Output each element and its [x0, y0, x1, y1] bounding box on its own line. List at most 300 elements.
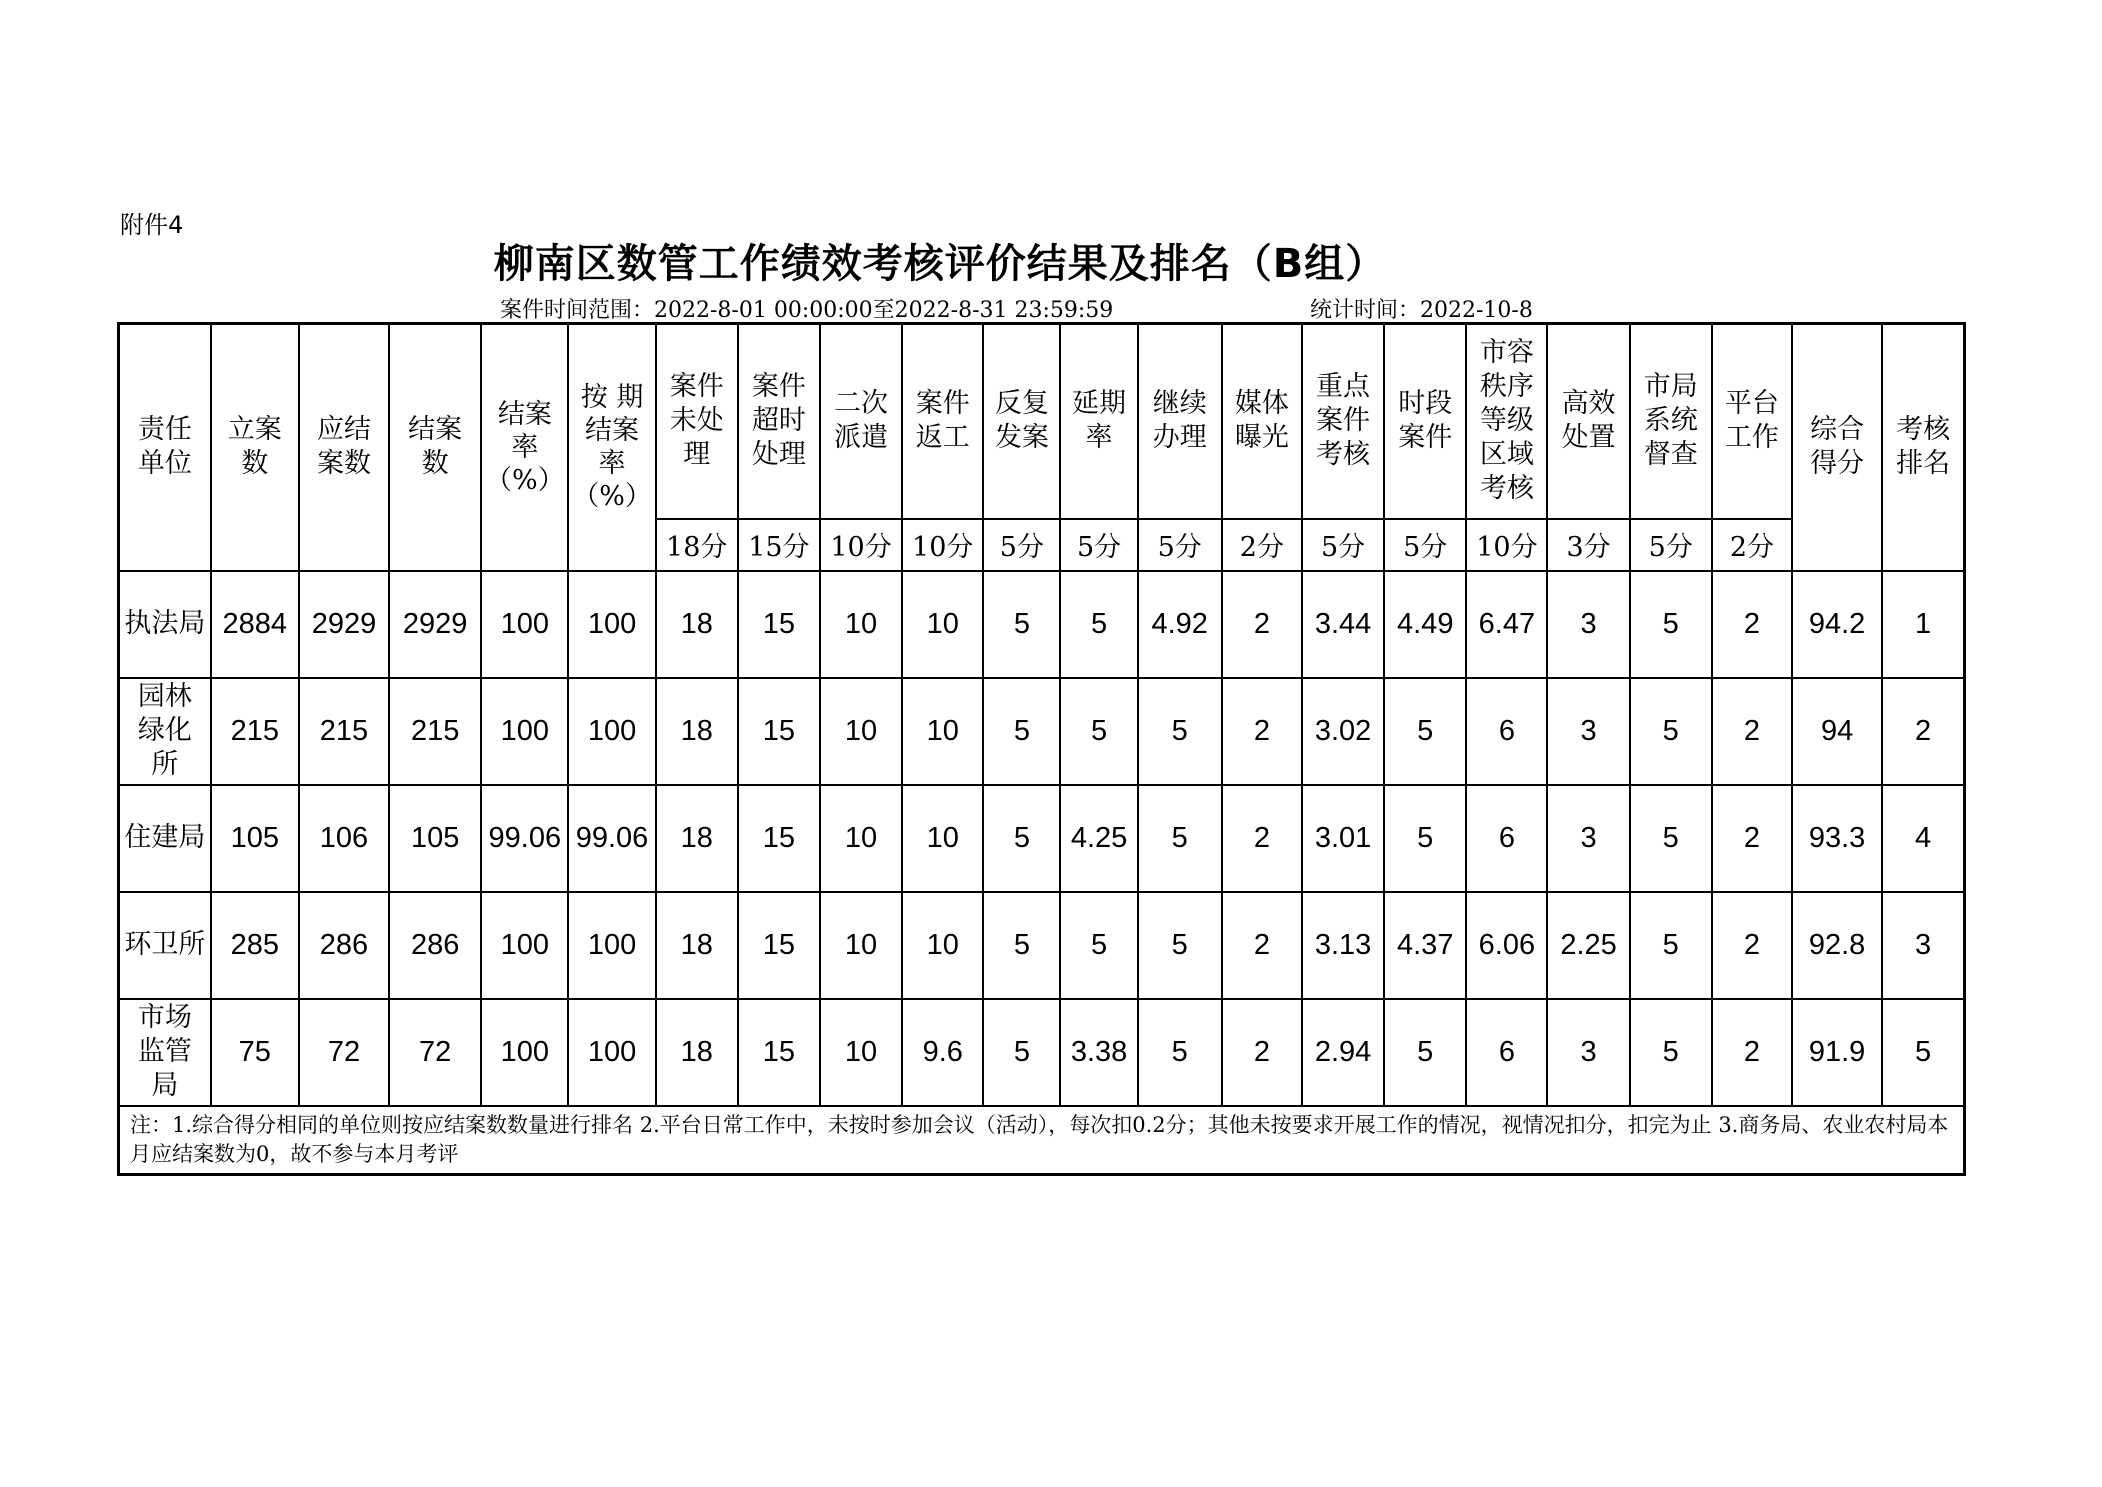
- value-cell-text: 2: [1253, 821, 1270, 854]
- value-cell: [1792, 678, 1882, 785]
- value-cell-text: 3: [1580, 1035, 1597, 1068]
- value-cell-text: 6.06: [1478, 928, 1536, 961]
- case-time-range: 案件时间范围：2022-8-01 00:00:00至2022-8-31 23:59:59: [500, 298, 1114, 323]
- value-cell-text: 3.02: [1314, 714, 1372, 747]
- table-row: [119, 678, 1965, 785]
- value-cell: [299, 785, 389, 892]
- value-cell-text: 2: [1253, 928, 1270, 961]
- value-cell: [481, 892, 568, 999]
- value-cell-text: 6.47: [1478, 607, 1536, 640]
- score-column-header-text: 案件 返工: [915, 388, 970, 454]
- value-cell-text: 215: [319, 714, 369, 747]
- value-cell: [1630, 785, 1712, 892]
- value-cell: [1138, 678, 1222, 785]
- value-cell-text: 5: [1171, 1035, 1188, 1068]
- score-column-header: [1060, 324, 1137, 519]
- value-cell-text: 10: [926, 928, 959, 961]
- column-header-text: 结案 数: [408, 414, 463, 480]
- value-cell: [902, 571, 983, 678]
- value-cell-text: 100: [587, 1035, 637, 1068]
- value-cell: [1712, 892, 1792, 999]
- value-cell-text: 106: [319, 821, 369, 854]
- value-cell-text: 3.13: [1314, 928, 1372, 961]
- points-cell-text: 10分: [912, 532, 974, 563]
- value-cell-text: 4: [1915, 821, 1932, 854]
- score-column-header: [1302, 324, 1384, 519]
- unit-cell: [119, 785, 211, 892]
- points-cell-text: 5分: [1403, 532, 1448, 563]
- points-cell: [1712, 519, 1792, 571]
- value-cell: [656, 999, 738, 1106]
- value-cell: [983, 678, 1060, 785]
- value-cell: [983, 892, 1060, 999]
- points-cell-text: 10分: [830, 532, 892, 563]
- column-header: [211, 324, 299, 571]
- value-cell: [1547, 999, 1629, 1106]
- points-cell-text: 3分: [1566, 532, 1611, 563]
- column-header: [299, 324, 389, 571]
- value-cell-text: 2: [1743, 1035, 1760, 1068]
- value-cell: [481, 999, 568, 1106]
- points-cell-text: 5分: [1157, 532, 1202, 563]
- value-cell: [1302, 892, 1384, 999]
- value-cell: [1060, 678, 1137, 785]
- value-cell: [902, 678, 983, 785]
- value-cell-text: 99.06: [575, 821, 649, 854]
- table-row: [119, 785, 1965, 892]
- value-cell-text: 2: [1915, 714, 1932, 747]
- value-cell: [656, 571, 738, 678]
- value-cell: [983, 785, 1060, 892]
- value-cell-text: 5: [1662, 607, 1679, 640]
- value-cell-text: 3: [1580, 714, 1597, 747]
- score-column-header: [983, 324, 1060, 519]
- value-cell-text: 2: [1253, 714, 1270, 747]
- value-cell-text: 2: [1743, 607, 1760, 640]
- value-cell-text: 3.44: [1314, 607, 1372, 640]
- column-header: [1792, 324, 1882, 571]
- value-cell: [902, 892, 983, 999]
- points-cell-text: 5分: [1320, 532, 1366, 563]
- score-column-header-text: 二次 派遣: [834, 388, 889, 454]
- value-cell: [1222, 678, 1302, 785]
- value-cell-text: 5: [1662, 714, 1679, 747]
- value-cell-text: 105: [230, 821, 279, 854]
- statistics-time: 统计时间：2022-10-8: [1310, 298, 1533, 323]
- points-cell-text: 2分: [1729, 532, 1774, 563]
- value-cell-text: 5: [1171, 714, 1188, 747]
- value-cell-text: 10: [844, 928, 878, 961]
- value-cell: [211, 785, 299, 892]
- value-cell-text: 93.3: [1808, 821, 1866, 854]
- value-cell-text: 100: [500, 1035, 550, 1068]
- value-cell-text: 10: [844, 821, 878, 854]
- value-cell-text: 10: [844, 714, 878, 747]
- value-cell-text: 5: [1915, 1035, 1932, 1068]
- value-cell-text: 5: [1013, 607, 1030, 640]
- value-cell: [1384, 999, 1466, 1106]
- value-cell: [1466, 999, 1547, 1106]
- points-cell: [1466, 519, 1547, 571]
- value-cell: [568, 678, 655, 785]
- table-body: [119, 324, 1965, 1175]
- value-cell-text: 286: [410, 928, 460, 961]
- footnote-text: 注：1.综合得分相同的单位则按应结案数数量进行排名 2.平台日常工作中，未按时参加会议（活动），每次扣0.2分；其他未按要求开展工作的情况，视情况扣分，扣完为止 3.商务局、农业农村局本月应结案数为0，故不参与本月考评: [130, 1112, 1949, 1166]
- value-cell: [1630, 999, 1712, 1106]
- points-cell: [1138, 519, 1222, 571]
- value-cell: [1138, 785, 1222, 892]
- value-cell-text: 5: [1090, 928, 1108, 961]
- table-row: [119, 999, 1965, 1106]
- value-cell-text: 18: [680, 607, 713, 640]
- column-header-text: 结案 率 （%）: [485, 398, 565, 496]
- value-cell-text: 6: [1498, 821, 1515, 854]
- unit-cell-text: 市场 监管 局: [137, 1002, 192, 1101]
- value-cell-text: 100: [500, 607, 550, 640]
- value-cell: [983, 571, 1060, 678]
- value-cell-text: 2.25: [1560, 928, 1617, 961]
- score-column-header-text: 媒体 曝光: [1234, 388, 1289, 454]
- unit-cell-text: 园林 绿化 所: [137, 681, 192, 780]
- score-column-header: [1712, 324, 1792, 519]
- value-cell: [1302, 678, 1384, 785]
- value-cell: [389, 571, 481, 678]
- score-column-header-text: 高效 处置: [1561, 388, 1616, 454]
- score-column-header-text: 案件 未处 理: [669, 371, 724, 471]
- value-cell: [568, 785, 655, 892]
- value-cell-text: 10: [926, 607, 959, 640]
- value-cell: [1882, 999, 1964, 1106]
- value-cell: [568, 999, 655, 1106]
- value-cell: [1222, 892, 1302, 999]
- value-cell: [299, 678, 389, 785]
- value-cell-text: 100: [587, 607, 637, 640]
- value-cell: [820, 999, 902, 1106]
- value-cell-text: 99.06: [488, 821, 562, 854]
- score-column-header: [1630, 324, 1712, 519]
- value-cell: [389, 999, 481, 1106]
- value-cell-text: 6: [1498, 714, 1515, 747]
- value-cell: [1138, 892, 1222, 999]
- value-cell: [820, 678, 902, 785]
- score-column-header: [820, 324, 902, 519]
- value-cell-text: 4.37: [1397, 928, 1454, 961]
- value-cell-text: 15: [762, 1035, 796, 1068]
- value-cell: [1712, 571, 1792, 678]
- performance-table: [117, 322, 1966, 1176]
- value-cell: [1547, 892, 1629, 999]
- table-row: [119, 892, 1965, 999]
- column-header-text: 综合 得分: [1810, 414, 1865, 480]
- value-cell: [656, 785, 738, 892]
- column-header: [119, 324, 211, 571]
- value-cell: [211, 571, 299, 678]
- value-cell: [820, 892, 902, 999]
- column-header: [1882, 324, 1964, 571]
- value-cell-text: 3.38: [1070, 1035, 1128, 1068]
- value-cell: [1060, 785, 1137, 892]
- points-cell: [1222, 519, 1302, 571]
- value-cell-text: 5: [1013, 714, 1030, 747]
- value-cell-text: 105: [410, 821, 460, 854]
- value-cell: [211, 999, 299, 1106]
- value-cell: [1712, 785, 1792, 892]
- value-cell-text: 92.8: [1808, 928, 1866, 961]
- score-column-header-text: 继续 办理: [1152, 388, 1207, 454]
- points-cell-text: 15分: [748, 532, 810, 563]
- score-column-header: [1466, 324, 1547, 519]
- value-cell: [1138, 571, 1222, 678]
- score-column-header-text: 市局 系统 督查: [1643, 371, 1698, 471]
- value-cell: [1630, 571, 1712, 678]
- value-cell-text: 285: [230, 928, 279, 961]
- points-cell: [820, 519, 902, 571]
- value-cell-text: 72: [327, 1035, 361, 1068]
- value-cell-text: 18: [680, 714, 713, 747]
- value-cell-text: 2929: [402, 607, 468, 640]
- value-cell: [738, 999, 820, 1106]
- value-cell-text: 10: [844, 1035, 878, 1068]
- score-column-header: [902, 324, 983, 519]
- column-header-text: 应结 案数: [316, 414, 371, 480]
- value-cell-text: 6: [1498, 1035, 1515, 1068]
- points-cell-text: 5分: [1076, 532, 1122, 563]
- score-column-header-text: 案件 超时 处理: [751, 371, 806, 471]
- value-cell: [481, 785, 568, 892]
- footnote: [119, 1106, 1965, 1175]
- value-cell-text: 100: [587, 928, 637, 961]
- value-cell-text: 3: [1580, 821, 1597, 854]
- value-cell: [1222, 785, 1302, 892]
- value-cell-text: 100: [587, 714, 637, 747]
- value-cell: [1792, 892, 1882, 999]
- column-header: [481, 324, 568, 571]
- score-column-header-text: 平台 工作: [1724, 388, 1779, 454]
- value-cell-text: 18: [680, 821, 713, 854]
- unit-cell: [119, 892, 211, 999]
- points-cell-text: 5分: [999, 532, 1044, 563]
- value-cell-text: 2.94: [1314, 1035, 1372, 1068]
- value-cell: [1547, 678, 1629, 785]
- unit-cell-text: 住建局: [124, 822, 206, 853]
- header-row: [119, 324, 1965, 519]
- value-cell-text: 286: [319, 928, 369, 961]
- value-cell: [1882, 571, 1964, 678]
- points-cell-text: 10分: [1476, 532, 1538, 563]
- points-cell: [1630, 519, 1712, 571]
- value-cell: [1466, 785, 1547, 892]
- value-cell-text: 5: [1171, 821, 1188, 854]
- value-cell-text: 15: [762, 928, 796, 961]
- value-cell-text: 5: [1662, 821, 1679, 854]
- value-cell: [481, 678, 568, 785]
- value-cell-text: 2: [1743, 714, 1760, 747]
- value-cell: [1792, 785, 1882, 892]
- value-cell: [656, 678, 738, 785]
- value-cell: [1060, 892, 1137, 999]
- points-cell: [656, 519, 738, 571]
- score-column-header: [656, 324, 738, 519]
- value-cell: [389, 892, 481, 999]
- value-cell-text: 2929: [311, 607, 377, 640]
- value-cell-text: 4.25: [1070, 821, 1128, 854]
- points-cell: [983, 519, 1060, 571]
- value-cell-text: 5: [1417, 714, 1434, 747]
- value-cell: [820, 785, 902, 892]
- points-cell-text: 2分: [1239, 532, 1284, 563]
- value-cell: [738, 785, 820, 892]
- value-cell: [1222, 571, 1302, 678]
- points-cell-text: 18分: [666, 532, 728, 563]
- value-cell-text: 3: [1915, 928, 1932, 961]
- score-column-header: [1222, 324, 1302, 519]
- value-cell-text: 15: [762, 607, 796, 640]
- value-cell-text: 2: [1253, 1035, 1270, 1068]
- table-row: [119, 571, 1965, 678]
- value-cell-text: 15: [762, 714, 796, 747]
- value-cell-text: 5: [1662, 928, 1679, 961]
- value-cell: [568, 571, 655, 678]
- value-cell: [1302, 999, 1384, 1106]
- value-cell: [1138, 999, 1222, 1106]
- value-cell: [1547, 571, 1629, 678]
- value-cell: [1222, 999, 1302, 1106]
- value-cell: [1384, 785, 1466, 892]
- value-cell: [902, 785, 983, 892]
- column-header-text: 考核 排名: [1896, 414, 1951, 480]
- value-cell: [1060, 571, 1137, 678]
- value-cell: [1712, 678, 1792, 785]
- value-cell: [1060, 999, 1137, 1106]
- value-cell-text: 18: [680, 1035, 713, 1068]
- value-cell-text: 10: [844, 607, 878, 640]
- value-cell-text: 3.01: [1314, 821, 1372, 854]
- value-cell-text: 5: [1090, 607, 1108, 640]
- value-cell: [1547, 785, 1629, 892]
- value-cell-text: 10: [926, 714, 959, 747]
- value-cell-text: 94: [1820, 714, 1854, 747]
- value-cell-text: 2: [1743, 928, 1760, 961]
- score-column-header: [1384, 324, 1466, 519]
- column-header-text: 按 期 结案 率 （%）: [572, 382, 652, 513]
- column-header: [389, 324, 481, 571]
- score-column-header-text: 时段 案件: [1398, 388, 1453, 454]
- value-cell-text: 5: [1013, 928, 1030, 961]
- attachment-label: 附件4: [120, 211, 184, 239]
- score-column-header-text: 市容 秩序 等级 区域 考核: [1479, 337, 1534, 505]
- unit-cell-text: 执法局: [124, 608, 206, 639]
- value-cell-text: 5: [1090, 714, 1108, 747]
- value-cell: [568, 892, 655, 999]
- value-cell-text: 5: [1417, 821, 1434, 854]
- value-cell: [1302, 785, 1384, 892]
- value-cell: [738, 571, 820, 678]
- points-cell: [738, 519, 820, 571]
- value-cell-text: 2884: [222, 607, 288, 640]
- value-cell: [299, 571, 389, 678]
- value-cell: [1882, 892, 1964, 999]
- value-cell: [1882, 785, 1964, 892]
- value-cell: [211, 678, 299, 785]
- value-cell: [738, 892, 820, 999]
- value-cell-text: 5: [1662, 1035, 1679, 1068]
- value-cell: [1466, 678, 1547, 785]
- score-column-header: [1138, 324, 1222, 519]
- points-cell: [1384, 519, 1466, 571]
- value-cell: [481, 571, 568, 678]
- value-cell-text: 3: [1580, 607, 1597, 640]
- score-column-header: [1547, 324, 1629, 519]
- points-cell: [902, 519, 983, 571]
- value-cell: [299, 892, 389, 999]
- value-cell: [1384, 571, 1466, 678]
- unit-cell: [119, 571, 211, 678]
- value-cell-text: 215: [410, 714, 460, 747]
- value-cell-text: 75: [238, 1035, 271, 1068]
- value-cell-text: 100: [500, 928, 550, 961]
- column-header-text: 立案 数: [227, 414, 282, 480]
- value-cell: [1792, 999, 1882, 1106]
- points-cell: [1060, 519, 1137, 571]
- value-cell: [211, 892, 299, 999]
- value-cell-text: 2: [1743, 821, 1760, 854]
- value-cell: [656, 892, 738, 999]
- points-cell: [1302, 519, 1384, 571]
- value-cell-text: 2: [1253, 607, 1270, 640]
- score-column-header-text: 延期 率: [1072, 388, 1127, 454]
- value-cell: [1302, 571, 1384, 678]
- value-cell-text: 5: [1417, 1035, 1434, 1068]
- points-cell-text: 5分: [1648, 532, 1693, 563]
- value-cell-text: 5: [1013, 1035, 1030, 1068]
- score-column-header-text: 反复 发案: [994, 388, 1049, 454]
- value-cell-text: 91.9: [1808, 1035, 1866, 1068]
- unit-cell-text: 环卫所: [124, 929, 206, 960]
- value-cell-text: 215: [230, 714, 279, 747]
- value-cell-text: 72: [419, 1035, 452, 1068]
- value-cell: [1630, 678, 1712, 785]
- value-cell: [1384, 678, 1466, 785]
- points-cell: [1547, 519, 1629, 571]
- value-cell: [389, 785, 481, 892]
- score-column-header-text: 重点 案件 考核: [1316, 371, 1371, 471]
- value-cell-text: 18: [680, 928, 713, 961]
- column-header: [568, 324, 655, 571]
- value-cell-text: 10: [926, 821, 959, 854]
- page-title: 柳南区数管工作绩效考核评价结果及排名（B组）: [493, 241, 1387, 287]
- value-cell: [1384, 892, 1466, 999]
- value-cell-text: 5: [1171, 928, 1188, 961]
- value-cell: [902, 999, 983, 1106]
- value-cell-text: 4.49: [1397, 607, 1454, 640]
- value-cell: [983, 999, 1060, 1106]
- score-column-header: [738, 324, 820, 519]
- column-header-text: 责任 单位: [137, 414, 192, 480]
- value-cell: [389, 678, 481, 785]
- value-cell: [1466, 571, 1547, 678]
- value-cell: [1792, 571, 1882, 678]
- value-cell-text: 1: [1915, 607, 1932, 640]
- value-cell-text: 5: [1013, 821, 1030, 854]
- value-cell-text: 100: [500, 714, 550, 747]
- value-cell: [299, 999, 389, 1106]
- value-cell: [738, 678, 820, 785]
- value-cell-text: 94.2: [1808, 607, 1866, 640]
- value-cell: [820, 571, 902, 678]
- unit-cell: [119, 999, 211, 1106]
- value-cell: [1466, 892, 1547, 999]
- value-cell-text: 9.6: [922, 1035, 963, 1068]
